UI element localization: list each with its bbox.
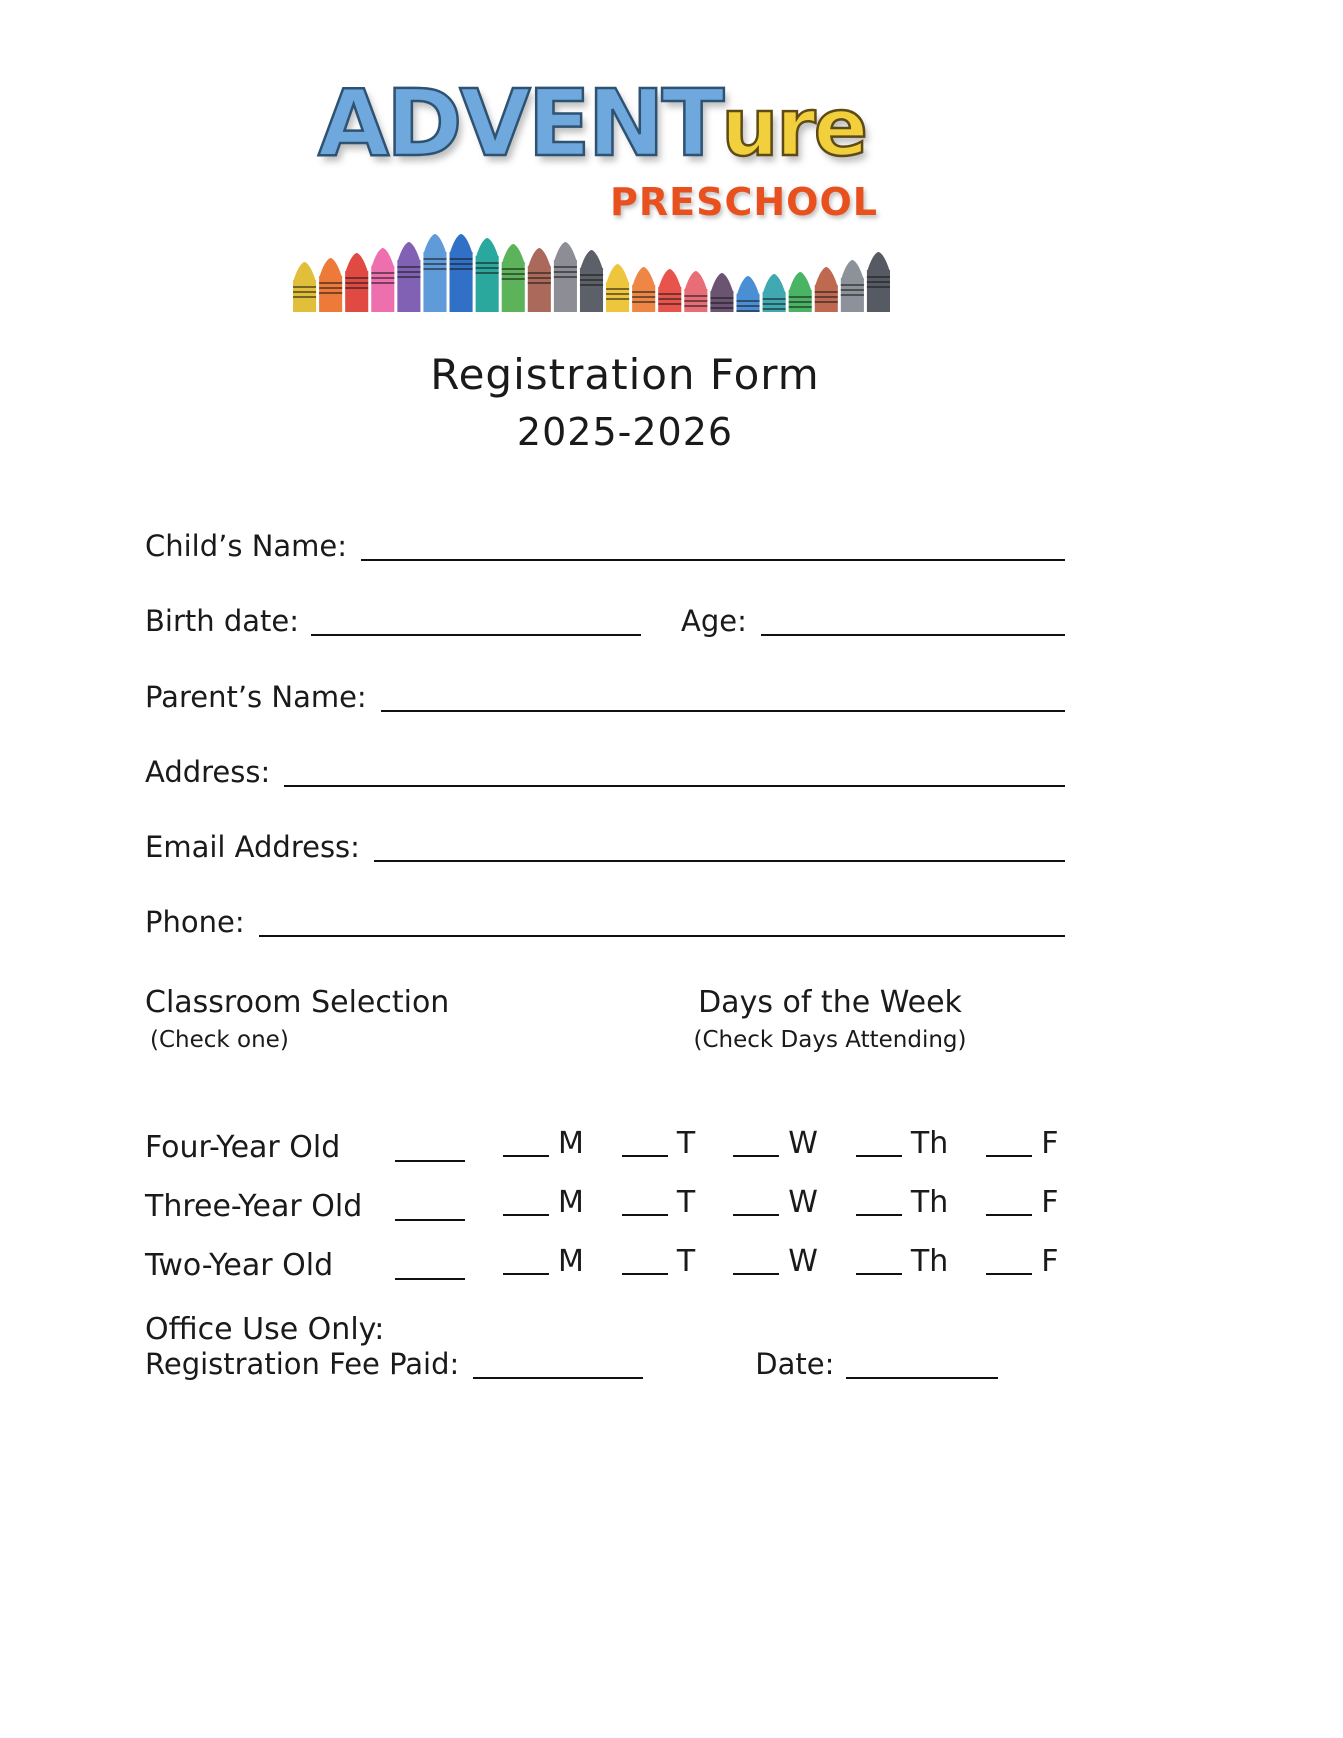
child-name-blank[interactable] bbox=[361, 549, 1065, 561]
address-row bbox=[145, 756, 1065, 789]
day-group bbox=[986, 1245, 1058, 1278]
day-letter: Th bbox=[910, 1126, 949, 1161]
crayon bbox=[815, 267, 838, 312]
days-of-week-header: Days of the Week bbox=[698, 985, 962, 1020]
day-check-blank[interactable] bbox=[622, 1145, 668, 1157]
day-check-blank[interactable] bbox=[733, 1145, 779, 1157]
classroom-rows bbox=[145, 1106, 1085, 1283]
parent-name-blank[interactable] bbox=[381, 700, 1065, 712]
logo-wordmark bbox=[292, 70, 892, 177]
day-group bbox=[622, 1245, 695, 1278]
day-group bbox=[503, 1186, 584, 1219]
day-check-blank[interactable] bbox=[986, 1263, 1032, 1275]
crayon bbox=[293, 262, 316, 312]
crayon bbox=[371, 248, 394, 312]
office-date-blank[interactable] bbox=[846, 1367, 998, 1379]
school-logo bbox=[292, 70, 892, 310]
email-blank[interactable] bbox=[374, 850, 1065, 862]
page-title: Registration Form bbox=[430, 350, 820, 399]
crayon bbox=[345, 253, 368, 312]
day-letter: M bbox=[558, 1126, 584, 1161]
classroom-label: Three-Year Old bbox=[145, 1188, 363, 1224]
child-name-row bbox=[145, 530, 1065, 563]
logo-text-preschool: PRESCHOOL bbox=[610, 180, 878, 224]
crayon bbox=[736, 276, 759, 312]
day-groups bbox=[465, 1127, 1059, 1165]
school-year: 2025-2026 bbox=[516, 410, 734, 454]
address-blank[interactable] bbox=[284, 775, 1065, 787]
crayon bbox=[397, 242, 420, 312]
day-letter: M bbox=[558, 1185, 584, 1220]
logo-text-ure: ure bbox=[721, 81, 867, 174]
day-check-blank[interactable] bbox=[503, 1204, 549, 1216]
parent-name-row bbox=[145, 681, 1065, 714]
logo-text-advent: ADVENT bbox=[317, 70, 722, 177]
day-groups bbox=[465, 1245, 1059, 1283]
crayon bbox=[450, 234, 473, 312]
day-check-blank[interactable] bbox=[503, 1263, 549, 1275]
day-check-blank[interactable] bbox=[986, 1204, 1032, 1216]
classroom-check-blank[interactable] bbox=[395, 1209, 465, 1221]
age-label: Age: bbox=[681, 604, 747, 638]
day-group bbox=[622, 1127, 695, 1160]
classroom-selection-header-block bbox=[145, 985, 505, 1053]
birth-date-blank[interactable] bbox=[311, 624, 641, 636]
day-letter: Th bbox=[910, 1185, 949, 1220]
day-check-blank[interactable] bbox=[622, 1263, 668, 1275]
crayon bbox=[710, 273, 733, 312]
day-letter: T bbox=[676, 1244, 696, 1279]
office-use-row bbox=[145, 1348, 1075, 1381]
day-group bbox=[733, 1245, 818, 1278]
day-letter: T bbox=[676, 1126, 696, 1161]
day-letter: W bbox=[788, 1244, 818, 1279]
classroom-selection-header: Classroom Selection bbox=[145, 985, 450, 1020]
crayon bbox=[841, 260, 864, 312]
day-group bbox=[733, 1186, 818, 1219]
day-group bbox=[986, 1186, 1058, 1219]
crayon bbox=[319, 258, 342, 312]
day-letter: F bbox=[1041, 1126, 1059, 1161]
crayons-image bbox=[292, 224, 892, 312]
crayon bbox=[554, 242, 577, 312]
classroom-label: Four-Year Old bbox=[145, 1129, 341, 1165]
day-letter: T bbox=[676, 1185, 696, 1220]
day-letter: W bbox=[788, 1126, 818, 1161]
fee-paid-label: Registration Fee Paid: bbox=[145, 1347, 460, 1381]
classroom-row bbox=[145, 1165, 1085, 1224]
day-check-blank[interactable] bbox=[733, 1263, 779, 1275]
day-group bbox=[622, 1186, 695, 1219]
day-group bbox=[856, 1186, 948, 1219]
classroom-label: Two-Year Old bbox=[145, 1247, 334, 1283]
crayon bbox=[867, 252, 890, 312]
day-letter: Th bbox=[910, 1244, 949, 1279]
crayon bbox=[684, 271, 707, 312]
crayon bbox=[580, 250, 603, 312]
birth-date-row bbox=[145, 605, 1065, 638]
email-row bbox=[145, 831, 1065, 864]
day-group bbox=[856, 1245, 948, 1278]
classroom-check-blank[interactable] bbox=[395, 1268, 465, 1280]
child-name-label: Child’s Name: bbox=[145, 529, 348, 563]
crayon bbox=[502, 244, 525, 312]
crayon bbox=[632, 267, 655, 312]
day-groups bbox=[465, 1186, 1059, 1224]
day-group bbox=[503, 1245, 584, 1278]
day-letter: F bbox=[1041, 1185, 1059, 1220]
address-label: Address: bbox=[145, 755, 271, 789]
day-group bbox=[503, 1127, 584, 1160]
crayon bbox=[606, 264, 629, 312]
days-of-week-header-block bbox=[650, 985, 1010, 1053]
day-check-blank[interactable] bbox=[503, 1145, 549, 1157]
day-check-blank[interactable] bbox=[856, 1145, 902, 1157]
parent-name-label: Parent’s Name: bbox=[145, 680, 367, 714]
crayon bbox=[476, 238, 499, 312]
day-letter: F bbox=[1041, 1244, 1059, 1279]
office-date-label: Date: bbox=[755, 1347, 835, 1381]
email-label: Email Address: bbox=[145, 830, 360, 864]
days-of-week-note: (Check Days Attending) bbox=[693, 1027, 967, 1053]
day-group bbox=[856, 1127, 948, 1160]
day-letter: M bbox=[558, 1244, 584, 1279]
crayon bbox=[789, 272, 812, 312]
birth-date-label: Birth date: bbox=[145, 604, 300, 638]
crayon bbox=[658, 269, 681, 312]
fee-paid-blank[interactable] bbox=[473, 1367, 643, 1379]
classroom-row bbox=[145, 1224, 1085, 1283]
age-blank[interactable] bbox=[761, 624, 1065, 636]
day-check-blank[interactable] bbox=[856, 1204, 902, 1216]
crayon bbox=[528, 248, 551, 312]
day-check-blank[interactable] bbox=[986, 1145, 1032, 1157]
office-use-header: Office Use Only: bbox=[145, 1312, 385, 1347]
day-check-blank[interactable] bbox=[733, 1204, 779, 1216]
day-check-blank[interactable] bbox=[856, 1263, 902, 1275]
phone-row bbox=[145, 906, 1065, 939]
phone-blank[interactable] bbox=[259, 925, 1065, 937]
phone-label: Phone: bbox=[145, 905, 245, 939]
classroom-check-blank[interactable] bbox=[395, 1150, 465, 1162]
classroom-selection-note: (Check one) bbox=[150, 1027, 289, 1053]
crayon bbox=[763, 274, 786, 312]
crayon bbox=[423, 234, 446, 312]
day-group bbox=[733, 1127, 818, 1160]
day-check-blank[interactable] bbox=[622, 1204, 668, 1216]
day-letter: W bbox=[788, 1185, 818, 1220]
day-group bbox=[986, 1127, 1058, 1160]
classroom-row bbox=[145, 1106, 1085, 1165]
